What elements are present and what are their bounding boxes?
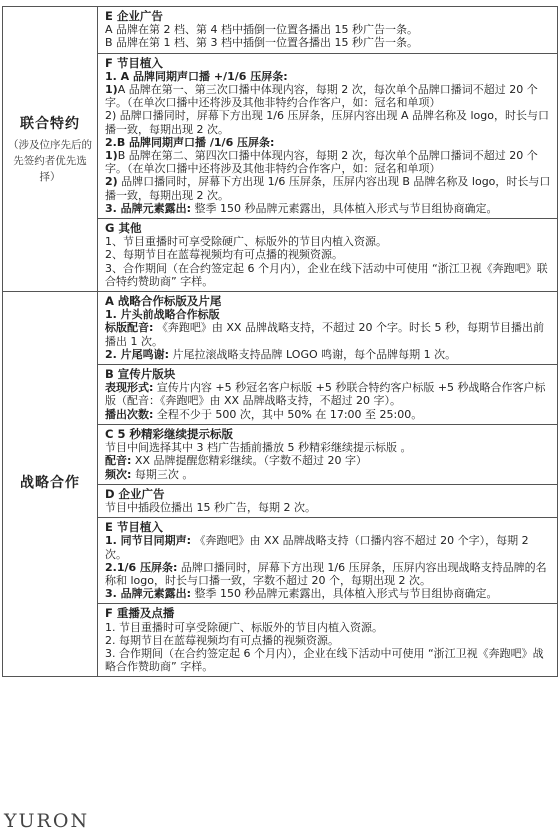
block-heading: C 5 秒精彩继续提示标版 — [105, 426, 233, 441]
line-text: A 品牌在第一、第三次口播中体现内容，每期 2 次，每次单个品牌口播词不超过 20 个字。（在单次口播中还将涉及其他非特约合作客户，如：冠名和单项） — [105, 83, 538, 110]
content-cell — [98, 604, 558, 677]
line-text: A 品牌在第 2 档、第 4 档中插倒一位置各播出 15 秒广告一条。 — [105, 23, 418, 37]
line-text: B 品牌在第 1 档、第 3 档中插倒一位置各播出 15 秒广告一条。 — [105, 36, 419, 50]
line-text: 1、节目重播时可享受除硬广、标版外的节目内植入资源。 — [105, 235, 387, 249]
text-line — [105, 408, 551, 421]
line-text: 2、每期节目在蓝莓视频均有可点播的视频资源。 — [105, 248, 343, 262]
text-line — [105, 10, 551, 23]
line-text: 节目中间选择其中 3 档广告插前播放 5 秒精彩继续提示标版 。 — [105, 441, 412, 455]
block-heading: G 其他 — [105, 221, 142, 236]
text-line — [105, 83, 551, 109]
text-line — [105, 295, 551, 308]
block-heading: A 战略合作标版及片尾 — [105, 294, 222, 309]
text-line — [105, 607, 551, 620]
line-label: 1) — [105, 149, 118, 163]
line-label: 1. 片头前战略合作标版 — [105, 308, 220, 322]
text-line — [105, 521, 551, 534]
text-line — [105, 647, 551, 673]
line-text: 宣传片内容 +5 秒冠名客户标版 +5 秒联合特约客户标版 +5 秒战略合作客户标版（配音：《奔跑吧》由 XX 品牌战略支持，不超过 20 字）。 — [105, 381, 546, 408]
line-label: 频次: — [105, 467, 132, 481]
text-line — [105, 57, 551, 70]
text-line — [105, 534, 551, 560]
block-heading: F 重播及点播 — [105, 606, 175, 621]
text-line — [105, 109, 551, 135]
line-text: 品牌口播同时，屏幕下方出现 1/6 压屏条，压屏内容出现战略支持品牌的名称和 logo，时长与口播一致，字数不超过 20 个，每期出现 2 次。 — [105, 560, 547, 587]
line-text: 片尾拉滚战略支持品牌 LOGO 鸣谢，每个品牌每期 1 次。 — [169, 347, 457, 361]
text-line — [105, 248, 551, 261]
content-cell — [98, 7, 558, 54]
text-line — [105, 634, 551, 647]
text-line — [105, 368, 551, 381]
line-label: 配音: — [105, 454, 132, 468]
line-text: 节目中插段位播出 15 秒广告，每期 2 次。 — [105, 500, 316, 514]
block-heading: B 宣传片版块 — [105, 367, 176, 382]
text-line — [105, 149, 551, 175]
text-line — [105, 561, 551, 587]
line-text: 品牌口播同时，屏幕下方出现 1/6 压屏条，压屏内容出现 B 品牌名称及 logo，时长与口播一致，每期出现 2 次。 — [105, 175, 551, 202]
text-line — [105, 468, 551, 481]
line-label: 3. 品牌元素露出: — [105, 587, 192, 601]
line-text: 每期三次 。 — [131, 467, 194, 481]
text-line — [105, 321, 551, 347]
text-line — [105, 454, 551, 467]
line-text: 3、合作期间（在合约签定起 6 个月内），企业在线下活动中可使用 “浙江卫视《奔跑吧》联合特约赞助商” 字样。 — [105, 261, 548, 288]
text-line — [105, 36, 551, 49]
line-text: 《奔跑吧》由 XX 品牌战略支持，不超过 20 个字。时长 5 秒，每期节目播出前播出 1 次。 — [105, 321, 544, 348]
text-line — [105, 621, 551, 634]
category-title: 联合特约 — [20, 116, 80, 133]
content-cell — [98, 518, 558, 604]
line-label: 1. 同节目同期声: — [105, 534, 192, 548]
line-label: 1) — [105, 83, 118, 97]
line-label: 表现形式: — [105, 381, 154, 395]
line-text: 全程不少于 500 次，其中 50% 在 17:00 至 25:00。 — [153, 407, 423, 421]
sponsorship-table — [2, 6, 558, 677]
text-line — [105, 262, 551, 288]
text-line — [105, 441, 551, 454]
block-row — [3, 292, 558, 365]
text-line — [105, 136, 551, 149]
text-line — [105, 23, 551, 36]
line-text: 整季 150 秒品牌元素露出，具体植入形式与节目组协商确定。 — [191, 201, 498, 215]
category-title: 战略合作 — [20, 475, 80, 492]
block-heading: E 企业广告 — [105, 9, 163, 23]
watermark: YURON — [4, 810, 90, 832]
text-line — [105, 488, 551, 501]
content-cell — [98, 424, 558, 484]
line-label: 1. A 品牌同期声口播 +/1/6 压屏条: — [105, 69, 288, 83]
content-cell — [98, 365, 558, 425]
block-heading: E 节目植入 — [105, 520, 163, 535]
line-text: 3. 合作期间（在合约签定起 6 个月内），企业在线下活动中可使用 “浙江卫视《奔跑吧》战略合作赞助商” 字样。 — [105, 646, 544, 674]
line-label: 2. 片尾鸣谢: — [105, 347, 170, 361]
content-cell — [98, 484, 558, 517]
content-cell — [98, 53, 558, 218]
block-heading: D 企业广告 — [105, 486, 165, 501]
category-note: （涉及位序先后的先签约者优先选择） — [8, 139, 92, 184]
text-line — [105, 381, 551, 407]
line-label: 2.B 品牌同期声口播 /1/6 压屏条: — [105, 135, 275, 149]
line-label: 2.1/6 压屏条: — [105, 560, 178, 574]
text-line — [105, 348, 551, 361]
line-text: 1. 节目重播时可享受除硬广、标版外的节目内植入资源。 — [105, 620, 383, 634]
line-text: 《奔跑吧》由 XX 品牌战略支持（口播内容不超过 20 个字），每期 2 次。 — [105, 534, 529, 561]
content-cell — [98, 219, 558, 292]
block-heading: F 节目植入 — [105, 55, 163, 70]
text-line — [105, 70, 551, 83]
line-label: 3. 品牌元素露出: — [105, 201, 192, 215]
line-text: XX 品牌提醒您精彩继续。（字数不超过 20 字） — [131, 454, 367, 468]
text-line — [105, 202, 551, 215]
line-label: 标版配音: — [105, 321, 154, 335]
text-line — [105, 308, 551, 321]
category-cell — [3, 292, 98, 677]
line-text: B 品牌在第二、第四次口播中体现内容，每期 2 次，每次单个品牌口播词不超过 20 个字。（在单次口播中还将涉及其他非特约合作客户，如：冠名和单项） — [105, 149, 538, 176]
line-text: 2. 每期节目在蓝莓视频均有可点播的视频资源。 — [105, 633, 339, 647]
text-line — [105, 501, 551, 514]
text-line — [105, 222, 551, 235]
line-label: 播出次数: — [105, 407, 154, 421]
content-cell — [98, 292, 558, 365]
text-line — [105, 235, 551, 248]
line-text: 2) 品牌口播同时，屏幕下方出现 1/6 压屏条，压屏内容出现 A 品牌名称及 logo，时长与口播一致，每期出现 2 次。 — [105, 109, 549, 136]
text-line — [105, 587, 551, 600]
block-row — [3, 7, 558, 54]
line-text: 整季 150 秒品牌元素露出，具体植入形式与节目组协商确定。 — [191, 587, 498, 601]
line-label: 2) — [105, 175, 118, 189]
text-line — [105, 428, 551, 441]
category-cell — [3, 7, 98, 292]
text-line — [105, 175, 551, 201]
